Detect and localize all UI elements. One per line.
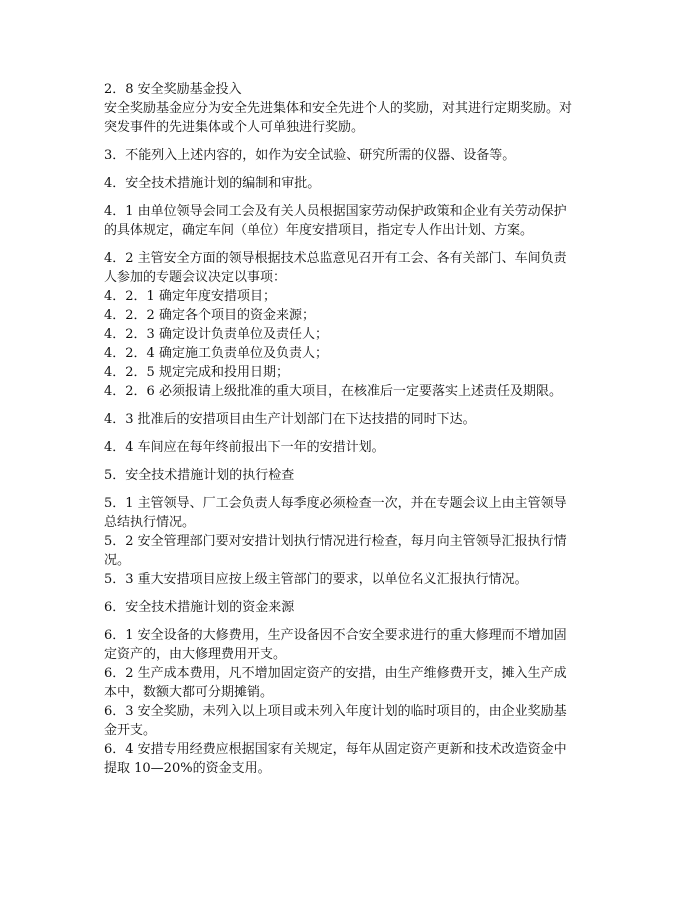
text-line: 4．4 车间应在每年终前报出下一年的安措计划。: [104, 440, 385, 455]
text-line: 6．4 安措专用经费应根据国家有关规定，每年从固定资产更新和技术改造资金中: [104, 742, 567, 757]
paragraph-block: [104, 146, 600, 165]
text-line: 5．1 主管领导、厂工会负责人每季度必须检查一次，并在专题会议上由主管领导: [104, 496, 567, 511]
paragraph-block: [104, 249, 600, 401]
paragraph-block: [104, 174, 600, 193]
paragraph-block: [104, 598, 600, 617]
document-body: [104, 80, 600, 787]
text-line: 金开支。: [104, 723, 157, 738]
paragraph-block: [104, 466, 600, 485]
text-line: 总结执行情况。: [104, 515, 196, 530]
text-line: 5．2 安全管理部门要对安措计划执行情况进行检查，每月向主管领导汇报执行情: [104, 534, 567, 549]
text-line: 4．安全技术措施计划的编制和审批。: [104, 176, 321, 191]
paragraph-block: [104, 494, 600, 589]
text-line: 4．2．1 确定年度安措项目；: [104, 289, 276, 304]
text-line: 4．2．5 规定完成和投用日期；: [104, 365, 289, 380]
text-line: 况。: [104, 553, 131, 568]
paragraph-block: [104, 202, 600, 240]
text-line: 4．1 由单位领导会同工会及有关人员根据国家劳动保护政策和企业有关劳动保护: [104, 204, 567, 219]
text-line: 定资产的，由大修理费用开支。: [104, 647, 287, 662]
text-line: 5．3 重大安措项目应按上级主管部门的要求，以单位名义汇报执行情况。: [104, 572, 528, 587]
text-line: 3．不能列入上述内容的，如作为安全试验、研究所需的仪器、设备等。: [104, 148, 516, 163]
text-line: 4．2．4 确定施工负责单位及负责人；: [104, 346, 328, 361]
text-line: 4．2．3 确定设计负责单位及责任人；: [104, 327, 328, 342]
text-line: 本中，数额大都可分期摊销。: [104, 685, 274, 700]
text-line: 6．3 安全奖励，未列入以上项目或未列入年度计划的临时项目的，由企业奖励基: [104, 704, 567, 719]
text-line: 2．8 安全奖励基金投入: [104, 82, 242, 97]
text-line: 安全奖励基金应分为安全先进集体和安全先进个人的奖励，对其进行定期奖励。对: [104, 101, 573, 116]
text-line: 6．安全技术措施计划的资金来源: [104, 600, 295, 615]
text-line: 4．2．6 必须报请上级批准的重大项目，在核准后一定要落实上述责任及期限。: [104, 384, 562, 399]
text-line: 4．2 主管安全方面的领导根据技术总监意见召开有工会、各有关部门、车间负责: [104, 251, 567, 266]
text-line: 4．2．2 确定各个项目的资金来源；: [104, 308, 315, 323]
text-line: 6．2 生产成本费用，凡不增加固定资产的安措，由生产维修费开支，摊入生产成: [104, 666, 567, 681]
paragraph-block: [104, 410, 600, 429]
paragraph-block: [104, 80, 600, 137]
text-line: 5．安全技术措施计划的执行检查: [104, 468, 295, 483]
text-line: 的具体规定，确定车间（单位）年度安措项目，指定专人作出计划、方案。: [104, 223, 534, 238]
paragraph-block: [104, 438, 600, 457]
text-line: 6．1 安全设备的大修费用，生产设备因不合安全要求进行的重大修理而不增加固: [104, 628, 567, 643]
text-line: 人参加的专题会议决定以事项：: [104, 270, 287, 285]
paragraph-block: [104, 626, 600, 778]
text-line: 提取 10—20%的资金支用。: [104, 761, 271, 776]
text-line: 突发事件的先进集体或个人可单独进行奖励。: [104, 120, 365, 135]
text-line: 4．3 批准后的安措项目由生产计划部门在下达技措的同时下达。: [104, 412, 476, 427]
